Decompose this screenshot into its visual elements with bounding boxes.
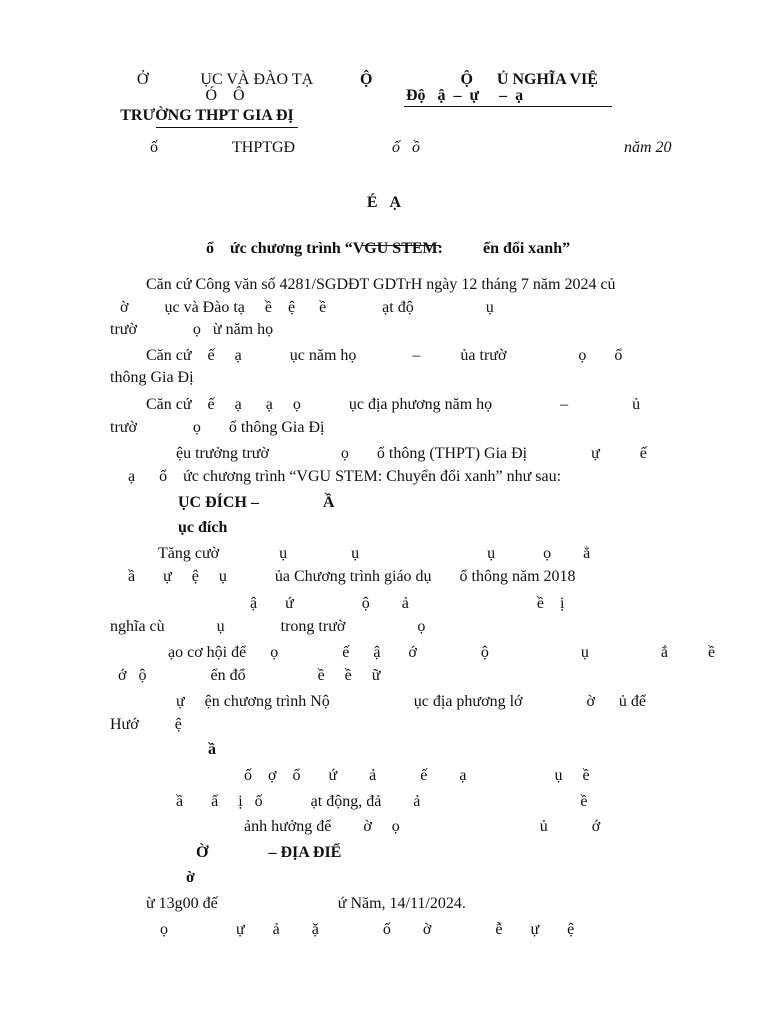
body-line: ạ ổ ức chương trình “VGU STEM: Chuyển đổi xanh” như sau: bbox=[128, 468, 562, 485]
doc-title: É Ạ bbox=[366, 194, 402, 211]
body-line: ạo cơ hội để ọ ế ậ ớ ộ ụ ắ ề bbox=[168, 644, 716, 661]
body-line: ệu trưởng trườ ọ ổ thông (THPT) Gia Đị ự ế bbox=[176, 445, 647, 462]
body-line: ừ 13g00 đế ứ Năm, 14/11/2024. bbox=[146, 895, 466, 912]
subtitle-program: “VGU STEM: ển đổi xanh” bbox=[344, 240, 571, 257]
doc-subtitle bbox=[198, 219, 570, 259]
body-line: Hướ ệ bbox=[110, 716, 182, 733]
subsection-heading: ờ bbox=[186, 869, 195, 886]
body-line: Căn cứ ế ạ ục năm họ – ủa trườ ọ ổ bbox=[146, 347, 623, 364]
place-date: ố ồ bbox=[392, 139, 420, 156]
body-line: Tăng cườ ụ ụ ụ ọ ẳ bbox=[158, 545, 591, 562]
subtitle-prefix: ổ ức chương trình bbox=[206, 240, 345, 257]
national-motto-line1: Ộ Ộ Ủ NGHĨA VIỆ bbox=[360, 71, 598, 88]
body-line: trườ ọ ổ thông Gia Đị bbox=[110, 419, 325, 436]
body-line: ớ ộ ển đổ ề ề ữ bbox=[118, 667, 381, 684]
section-heading: Ờ – ĐỊA ĐIỂ bbox=[196, 844, 342, 861]
body-line: ậ ứ ộ ả ề ị bbox=[250, 595, 565, 612]
body-line: ảnh hưởng để ờ ọ ủ ớ bbox=[244, 818, 601, 835]
body-line: ầ ự ệ ụ ủa Chương trình giáo dụ ổ thông năm 2018 bbox=[128, 568, 576, 585]
subsection-heading: ầ bbox=[208, 741, 216, 758]
agency-name-line1: Ở ỤC VÀ ĐÀO TẠ bbox=[136, 71, 314, 88]
doc-number-code: THPTGĐ bbox=[232, 139, 296, 156]
body-line: ố ợ ổ ứ ả ế ạ ụ ề bbox=[244, 767, 590, 784]
body-line: ọ ự ả ặ ố ờ ễ ự ệ bbox=[160, 921, 575, 938]
body-line: thông Gia Đị bbox=[110, 369, 194, 386]
body-line: ự ện chương trình Nộ ục địa phương lớ ờ ủ để bbox=[176, 693, 647, 710]
body-line: nghĩa cù ụ trong trườ ọ bbox=[110, 618, 426, 635]
school-underline bbox=[156, 127, 298, 128]
agency-name-line2: Ó Ô bbox=[205, 87, 245, 104]
section-heading: ỤC ĐÍCH – Ầ bbox=[178, 494, 335, 511]
motto-underline bbox=[404, 106, 612, 107]
body-line: Căn cứ ế ạ ạ ọ ục địa phương năm họ – ủ bbox=[146, 396, 641, 413]
body-line: trườ ọ ừ năm họ bbox=[110, 321, 274, 338]
body-line: ầ ẩ ị ố ạt động, đả ả ề bbox=[176, 793, 588, 810]
doc-number-label: ố bbox=[150, 139, 158, 156]
national-motto-line2: Độ ậ – ự – ạ bbox=[406, 87, 524, 104]
body-line: Căn cứ Công văn số 4281/SGDĐT GDTrH ngày 12 tháng 7 năm 2024 củ bbox=[146, 276, 616, 293]
date-year: năm 20 bbox=[624, 139, 672, 156]
title-underline bbox=[362, 245, 440, 246]
body-line: ờ ục và Đào tạ ề ệ ề ạt độ ụ bbox=[120, 299, 494, 316]
subsection-heading: ục đích bbox=[178, 519, 228, 536]
school-name: TRƯỜNG THPT GIA ĐỊ bbox=[120, 107, 294, 124]
